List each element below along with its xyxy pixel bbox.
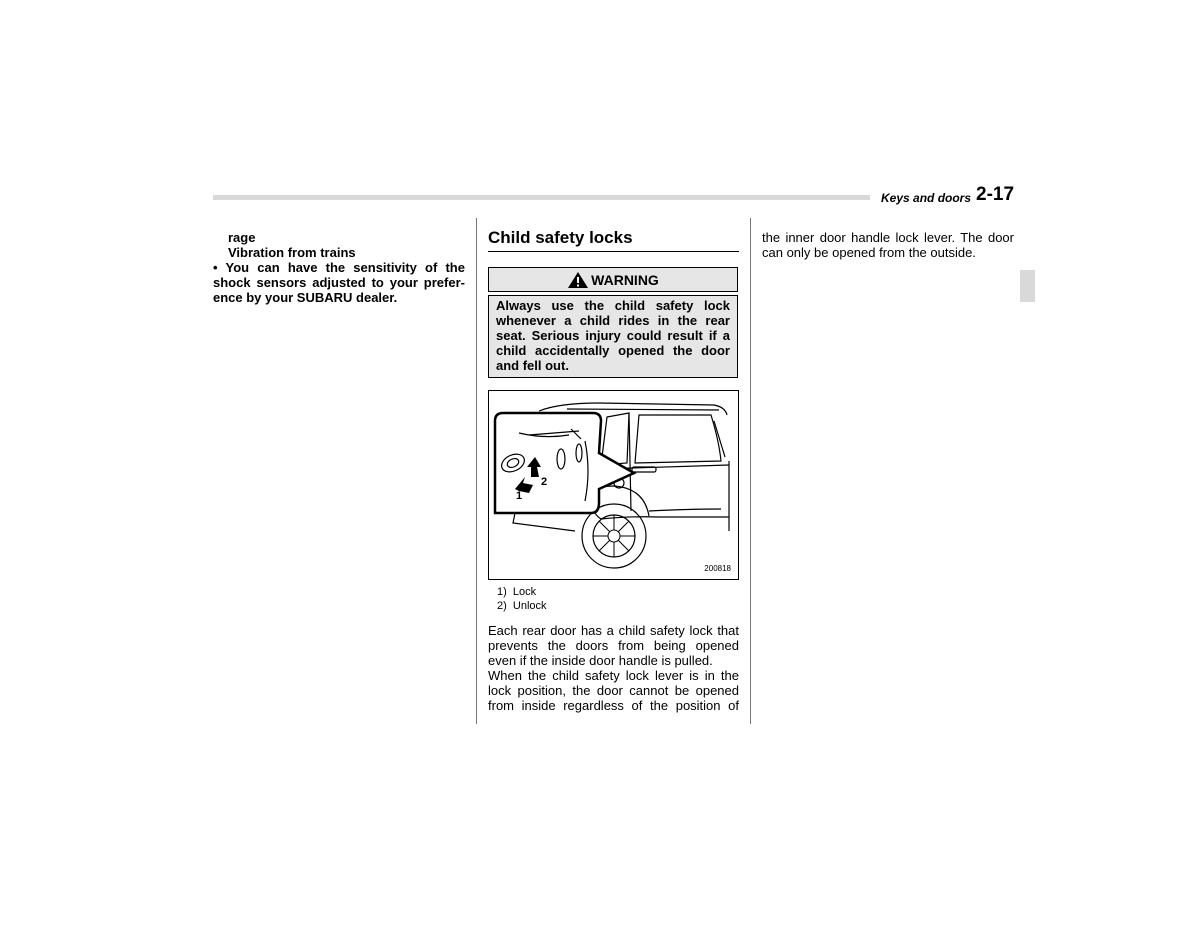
warning-line: and fell out. (496, 358, 569, 373)
child-lock-illustration (488, 390, 739, 580)
body-line: Each rear door has a child safety lock that (488, 623, 739, 638)
figure-callouts (497, 585, 547, 613)
callout-item: 2) Unlock (497, 600, 547, 612)
warning-label: WARNING (591, 271, 659, 288)
column-divider-right (750, 218, 751, 724)
section-title: Child safety locks (488, 228, 739, 252)
header-rule (213, 195, 870, 200)
callout-item: 1) Lock (497, 586, 537, 598)
figure-code: 200818 (704, 564, 731, 573)
body-line: When the child safety lock lever is in the (488, 668, 739, 683)
section-name: Keys and doors (881, 191, 972, 205)
continued-line: Vibration from trains (228, 245, 356, 260)
car-rear-door-drawing (489, 391, 738, 579)
bullet-line: shock sensors adjusted to your prefer- (213, 275, 465, 290)
body-line: prevents the doors from being opened (488, 638, 739, 653)
body-line: can only be opened from the outside. (762, 245, 976, 260)
bullet-text: You can have the sensitivity of the (225, 260, 465, 275)
bullet-line (213, 260, 465, 275)
warning-line: Always use the child safety lock (496, 298, 730, 313)
body-line: from inside regardless of the position of (488, 698, 739, 713)
column-divider-left (476, 218, 477, 724)
body-line: the inner door handle lock lever. The door (762, 230, 1014, 245)
bullet-line: ence by your SUBARU dealer. (213, 290, 398, 305)
warning-header (488, 267, 738, 292)
warning-line: seat. Serious injury could result if a (496, 328, 730, 343)
warning-text (488, 295, 738, 378)
body-line: lock position, the door cannot be opened (488, 683, 739, 698)
page-number: 2-17 (976, 184, 1015, 205)
body-paragraph (488, 623, 739, 713)
right-column (762, 230, 1014, 260)
marker-2: 2 (541, 476, 548, 488)
warning-line: whenever a child rides in the rear (496, 313, 730, 328)
warning-triangle-icon (567, 271, 589, 289)
warning-line: child accidentally opened the door (496, 343, 730, 358)
marker-1: 1 (516, 490, 523, 502)
continued-line: rage (228, 230, 256, 245)
bullet-mark: • (213, 260, 218, 275)
body-line: even if the inside door handle is pulled. (488, 653, 713, 668)
left-column (213, 230, 465, 305)
chapter-tab (1020, 270, 1035, 302)
